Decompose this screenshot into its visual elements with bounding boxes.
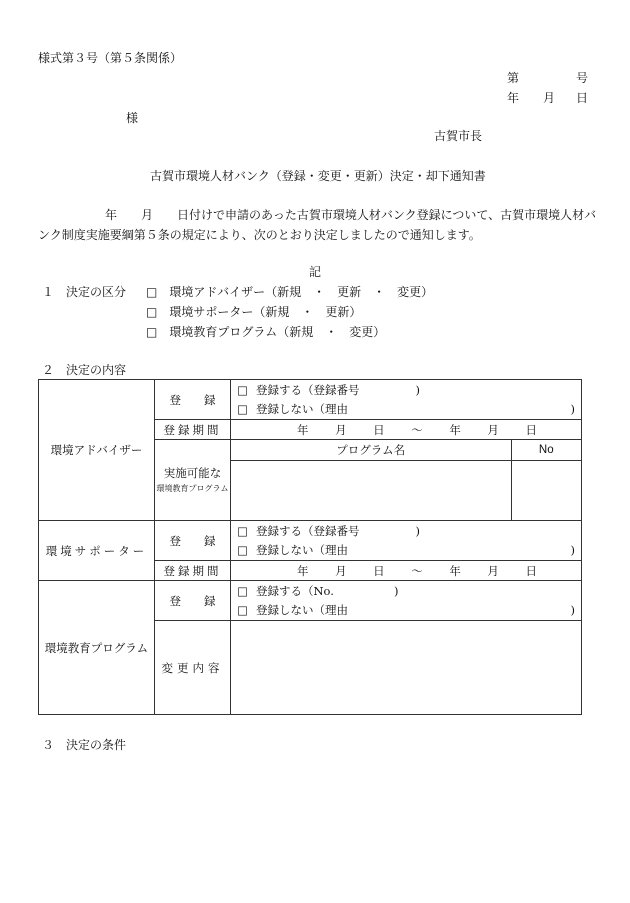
advisor-program-grid: [231, 440, 582, 521]
issuer: 古賀市長: [434, 129, 483, 143]
advisor-from-month: 月: [335, 422, 347, 437]
program-category-cell: [39, 581, 155, 715]
supporter-period-label: 登録期間: [163, 563, 222, 578]
supporter-to-year: 年: [449, 563, 461, 578]
supporter-period-cell: [231, 561, 582, 581]
supporter-to-day: 日: [525, 563, 537, 578]
program-no-row[interactable]: [511, 460, 581, 480]
advisor-period-cell: [231, 420, 582, 440]
section-2-label: ２ 決定の内容: [42, 363, 127, 377]
date-day: 日: [576, 91, 589, 105]
advisor-reg-label-cell: [155, 380, 231, 420]
advisor-category-cell: [39, 380, 155, 521]
advisor-period-label-cell: [155, 420, 231, 440]
supporter-period-tilde: ～: [411, 563, 423, 578]
option-supporter: □ 環境サポーター（新規 ・ 更新）: [146, 305, 362, 319]
program-name-header: プログラム名: [231, 440, 511, 460]
date-month: 月: [543, 91, 556, 105]
supporter-to-month: 月: [487, 563, 499, 578]
recipient-suffix: 様: [126, 111, 139, 125]
advisor-reg-options: □ 登録する（登録番号 ) □ 登録しない（理由 ): [231, 380, 582, 420]
supporter-category: 環境サポーター: [45, 543, 148, 558]
checkbox-advisor-reject[interactable]: □: [237, 402, 248, 416]
advisor-reg-yes: 登録する（登録番号: [256, 383, 360, 397]
form-number: 様式第３号（第５条関係）: [38, 51, 183, 65]
advisor-reg-label: 登 録: [169, 392, 216, 407]
program-change-label: 変更内容: [161, 660, 224, 675]
supporter-from-day: 日: [373, 563, 385, 578]
program-name-row[interactable]: [231, 480, 511, 500]
option-program: □ 環境教育プログラム（新規 ・ 変更）: [146, 325, 386, 339]
checkbox-supporter-register[interactable]: □: [237, 524, 248, 538]
ki-heading: 記: [309, 265, 322, 279]
program-reg-label: 登 録: [169, 593, 216, 608]
advisor-to-year: 年: [449, 422, 461, 437]
program-name-row[interactable]: [231, 500, 511, 520]
document-title: 古賀市環境人材バンク（登録・変更・更新）決定・却下通知書: [150, 169, 486, 183]
checkbox-supporter-reject[interactable]: □: [237, 543, 248, 557]
advisor-program-label-1: 実施可能な: [163, 466, 222, 481]
program-name-row[interactable]: [231, 460, 511, 480]
program-change-label-cell: [155, 621, 231, 715]
advisor-to-month: 月: [487, 422, 499, 437]
advisor-to-day: 日: [525, 422, 537, 437]
advisor-period-tilde: ～: [411, 422, 423, 437]
supporter-reg-label-cell: [155, 521, 231, 561]
body-line-2: ンク制度実施要綱第５条の規定により、次のとおり決定しましたので通知します。: [38, 228, 481, 242]
program-no-row[interactable]: [511, 500, 581, 520]
advisor-reg-no: 登録しない（理由: [256, 402, 348, 416]
program-no-header: No: [538, 443, 554, 456]
supporter-category-cell: [39, 521, 155, 581]
advisor-from-year: 年: [297, 422, 309, 437]
checkbox-advisor-register[interactable]: □: [237, 383, 248, 397]
supporter-reg-options: □ 登録する（登録番号 ) □ 登録しない（理由 ): [231, 521, 582, 561]
body-line-1: 年 月 日付けで申請のあった古賀市環境人材バンク登録について、古賀市環境人材バ: [105, 208, 597, 222]
advisor-program-label-cell: [155, 440, 231, 521]
supporter-from-year: 年: [297, 563, 309, 578]
program-change-content[interactable]: [231, 621, 582, 715]
advisor-from-day: 日: [373, 422, 385, 437]
program-category: 環境教育プログラム: [44, 640, 149, 655]
advisor-period-label: 登録期間: [163, 422, 222, 437]
checkbox-program-register[interactable]: □: [237, 584, 248, 598]
program-reg-yes: 登録する（No.: [256, 584, 334, 598]
decision-table: [38, 379, 582, 715]
supporter-reg-label: 登 録: [169, 533, 216, 548]
doc-number-prefix: 第: [507, 71, 520, 85]
program-reg-no: 登録しない（理由: [256, 603, 348, 617]
program-no-row[interactable]: [511, 480, 581, 500]
doc-number-suffix: 号: [576, 71, 589, 85]
supporter-period-label-cell: [155, 561, 231, 581]
checkbox-program-reject[interactable]: □: [237, 603, 248, 617]
option-advisor: □ 環境アドバイザー（新規 ・ 更新 ・ 変更）: [146, 285, 434, 299]
advisor-program-label-2: 環境教育プログラム: [156, 483, 229, 493]
program-reg-label-cell: [155, 581, 231, 621]
section-3-label: ３ 決定の条件: [42, 738, 127, 752]
supporter-reg-yes: 登録する（登録番号: [256, 524, 360, 538]
supporter-from-month: 月: [335, 563, 347, 578]
program-reg-options: □ 登録する（No. ) □ 登録しない（理由 ): [231, 581, 582, 621]
supporter-reg-no: 登録しない（理由: [256, 543, 348, 557]
advisor-category: 環境アドバイザー: [50, 443, 143, 457]
section-1-label: １ 決定の区分: [42, 285, 127, 299]
date-year: 年: [507, 91, 520, 105]
